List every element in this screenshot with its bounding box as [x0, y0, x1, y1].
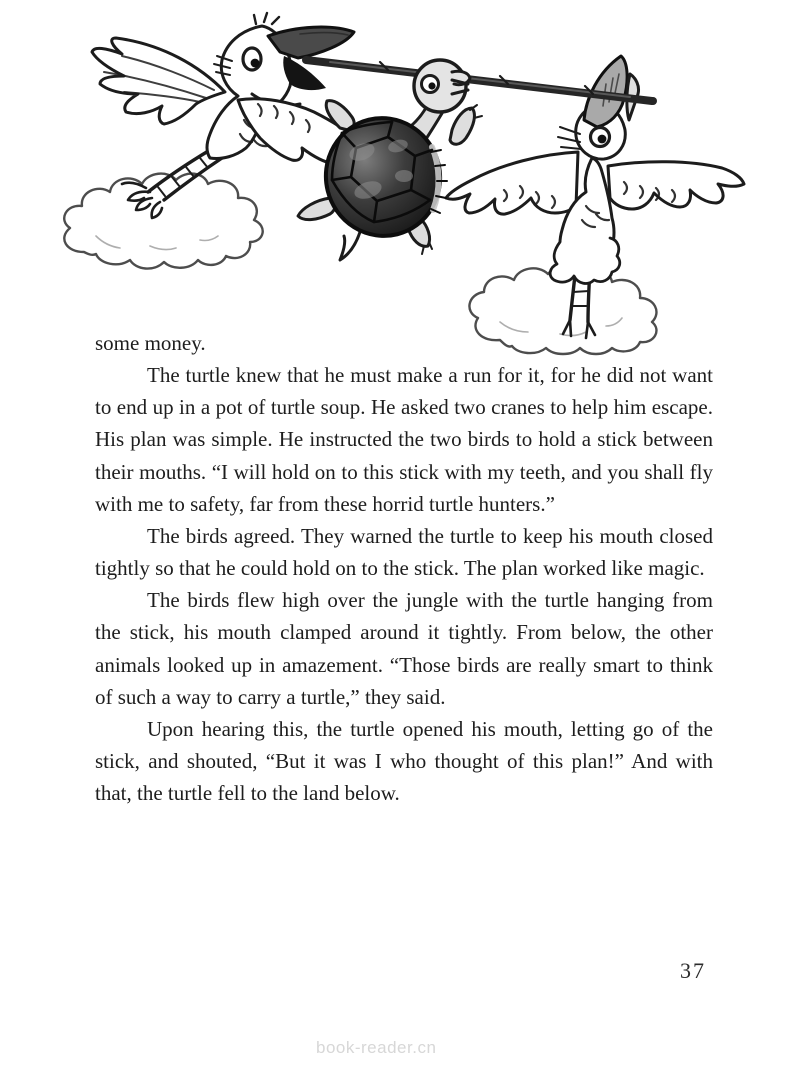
- story-paragraph-4: Upon hearing this, the turtle opened his mouth, letting go of the stick, and shouted, “But it was I who thought of this plan!” And with that, the turtle fell to the land below.: [95, 716, 713, 806]
- watermark: book-reader.cn: [316, 1038, 437, 1057]
- story-paragraph-2: The birds agreed. They warned the turtle to keep his mouth closed tightly so that he could hold on to the stick. The plan worked like magic.: [95, 523, 713, 581]
- page-number: 37: [680, 958, 706, 983]
- story-text: [95, 327, 713, 809]
- cloud-left: [64, 174, 262, 269]
- story-paragraph-1: The turtle knew that he must make a run for it, for he did not want to end up in a pot of turtle soup. He asked two cranes to help him escape. His plan was simple. He instructed the two birds to hold a stick between their mouths. “I will hold on to this stick with my teeth, and you shall fly with me to safety, far from these horrid turtle hunters.”: [95, 363, 713, 516]
- left-crane-eye: [243, 48, 261, 70]
- paragraph-continuation: some money.: [95, 331, 206, 355]
- story-paragraph-3: The birds flew high over the jungle with the turtle hanging from the stick, his mouth clamped around it tightly. From below, the other animals looked up in amazement. “Those birds are really smart to think of such a way to carry a turtle,” they said.: [95, 588, 713, 709]
- story-illustration: [0, 0, 800, 360]
